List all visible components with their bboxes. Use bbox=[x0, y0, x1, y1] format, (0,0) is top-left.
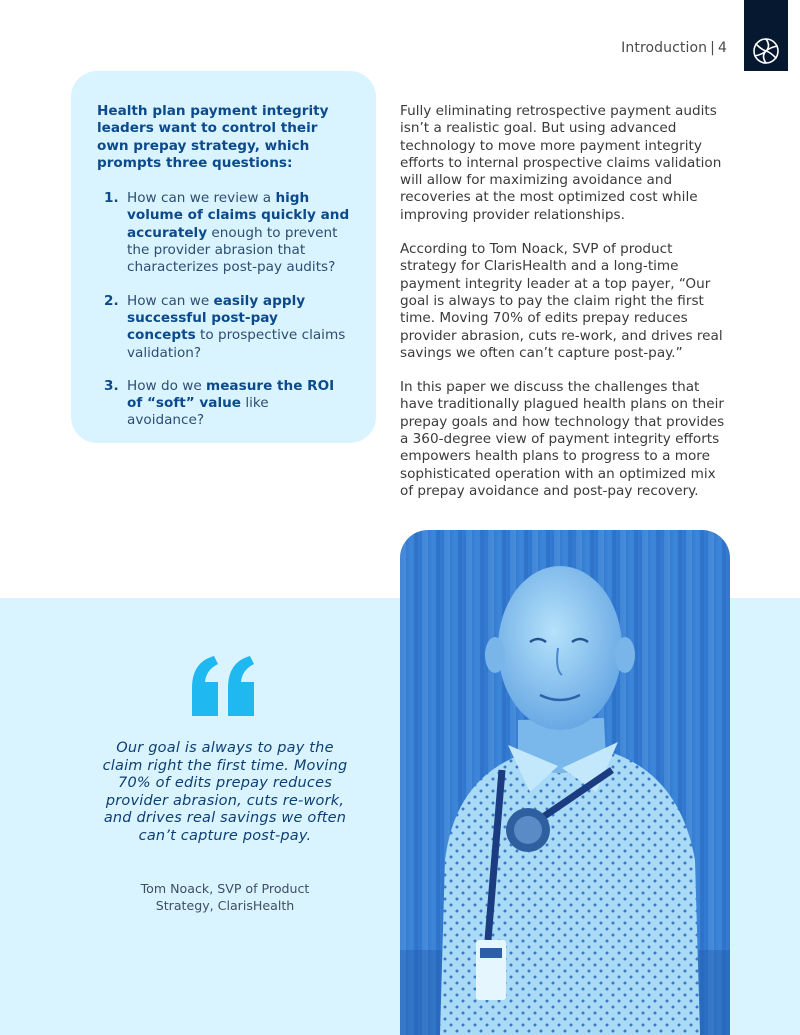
header-separator: | bbox=[710, 40, 715, 56]
item-number: 3. bbox=[104, 377, 119, 394]
page-number: 4 bbox=[717, 40, 727, 56]
item-emphasis: measure the ROI of “soft” value bbox=[127, 377, 335, 412]
portrait-illustration bbox=[400, 530, 730, 1035]
quotation-mark-icon bbox=[188, 650, 260, 722]
quote-attribution: Tom Noack, SVP of Product Strategy, ClarisHealth bbox=[140, 881, 310, 913]
callout-heading: Health plan payment integrity leaders want to control their own prepay strategy, which prompts three questions: bbox=[97, 103, 329, 171]
logo-tab bbox=[744, 0, 788, 71]
questions-callout bbox=[71, 71, 376, 443]
item-text: to prospective claims validation? bbox=[127, 327, 346, 361]
body-paragraph: In this paper we discuss the challenges that have traditionally plagued health plans on their prepay goals and how technology that provides a 360-degree view of payment integrity efforts empowers health plans to progress to a more sophisticated operation with an optimized mix of prepay avoidance and post-pay recovery. bbox=[400, 379, 725, 499]
pull-quote: Our goal is always to pay the claim right the first time. Moving 70% of edits prepay reduces provider abrasion, cuts re-work, and drives real savings we often can’t capture post-pay. bbox=[102, 740, 348, 844]
body-text bbox=[400, 103, 725, 517]
portrait-photo bbox=[400, 530, 730, 1035]
section-title: Introduction bbox=[621, 40, 708, 56]
list-item bbox=[97, 190, 350, 276]
item-emphasis: easily apply successful post-pay concepts bbox=[127, 292, 306, 344]
camera-aperture-icon bbox=[752, 37, 780, 65]
item-number: 2. bbox=[104, 292, 119, 309]
list-item bbox=[97, 293, 350, 362]
item-text: How do we bbox=[127, 377, 207, 394]
item-number: 1. bbox=[104, 190, 119, 207]
item-text: like avoidance? bbox=[127, 395, 269, 429]
item-text: enough to prevent the provider abrasion that characterizes post-pay audits? bbox=[127, 224, 338, 276]
item-text: How can we bbox=[127, 292, 214, 309]
questions-list bbox=[97, 190, 350, 430]
list-item bbox=[97, 378, 350, 430]
item-emphasis: high volume of claims quickly and accurately bbox=[127, 190, 350, 241]
body-paragraph: Fully eliminating retrospective payment audits isn’t a realistic goal. But using advanced technology to move more payment integrity efforts to internal prospective claims validation will allow for maximizing avoidance and recoveries at the most optimized cost while improving provider relationships. bbox=[400, 103, 722, 223]
page-header bbox=[621, 40, 727, 56]
body-paragraph: According to Tom Noack, SVP of product strategy for ClarisHealth and a long-time payment integrity leader at a top payer, “Our goal is always to pay the claim right the first time. Moving 70% of edits prepay reduces provider abrasion, cuts re-work, and drives real savings we often can’t capture post-pay.” bbox=[400, 241, 723, 361]
item-text: How can we review a bbox=[127, 190, 276, 207]
